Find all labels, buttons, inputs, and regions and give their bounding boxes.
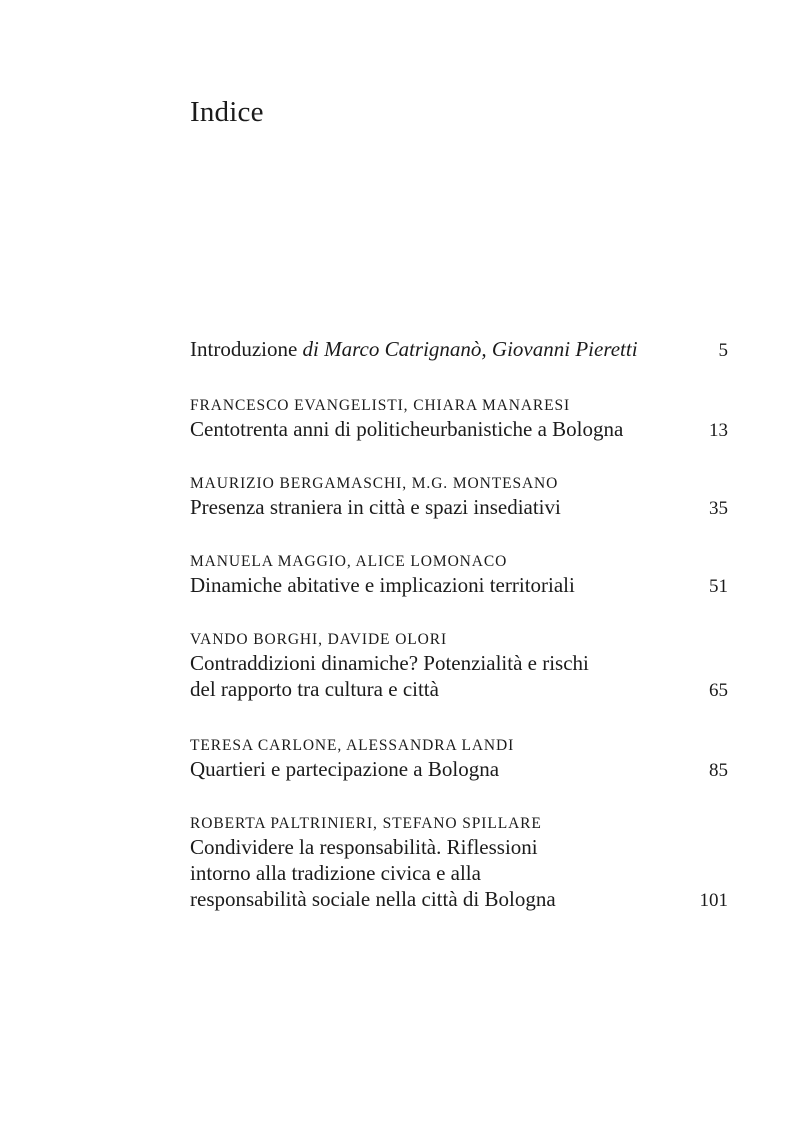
- page-title: Indice: [190, 96, 264, 128]
- chapter-title-line: Quartieri e partecipazione a Bologna: [190, 757, 500, 781]
- chapter-title-line: Presenza straniera in città e spazi insediativi: [190, 495, 561, 519]
- chapter-title-line: responsabilità sociale nella città di Bologna: [190, 887, 556, 911]
- page-number: 101: [699, 890, 728, 911]
- toc-entry: [190, 814, 728, 912]
- page-number: 51: [709, 576, 728, 597]
- introduction-label: Introduzione: [190, 337, 298, 361]
- toc-entry: [190, 630, 728, 702]
- page-number: 85: [709, 760, 728, 781]
- page-number: 13: [709, 420, 728, 441]
- toc-entry-introduction: [190, 336, 728, 362]
- chapter-authors: FRANCESCO EVANGELISTI, CHIARA MANARESI: [190, 397, 571, 414]
- page-number: 5: [718, 340, 728, 361]
- chapter-authors: MAURIZIO BERGAMASCHI, M.G. MONTESANO: [190, 475, 559, 492]
- toc-entry: [190, 396, 728, 442]
- page-number: 65: [709, 680, 728, 701]
- chapter-authors: ROBERTA PALTRINIERI, STEFANO SPILLARE: [190, 815, 542, 832]
- toc-entry: [190, 474, 728, 520]
- introduction-authors: di Marco Catrignanò, Giovanni Pieretti: [302, 337, 638, 361]
- chapter-title-line: Dinamiche abitative e implicazioni territoriali: [190, 573, 575, 597]
- chapter-title-line: Centotrenta anni di politicheurbanistiche a Bologna: [190, 417, 624, 441]
- chapter-authors: MANUELA MAGGIO, ALICE LOMONACO: [190, 553, 508, 570]
- chapter-title-line: intorno alla tradizione civica e alla: [190, 861, 481, 885]
- chapter-title-line: del rapporto tra cultura e città: [190, 677, 439, 701]
- chapter-authors: TERESA CARLONE, ALESSANDRA LANDI: [190, 737, 515, 754]
- chapter-title-line: Condividere la responsabilità. Riflessioni: [190, 835, 538, 859]
- page-number: 35: [709, 498, 728, 519]
- chapter-authors: VANDO BORGHI, DAVIDE OLORI: [190, 631, 448, 648]
- toc-entry: [190, 736, 728, 782]
- chapter-title-line: Contraddizioni dinamiche? Potenzialità e rischi: [190, 651, 589, 675]
- toc-entry: [190, 552, 728, 598]
